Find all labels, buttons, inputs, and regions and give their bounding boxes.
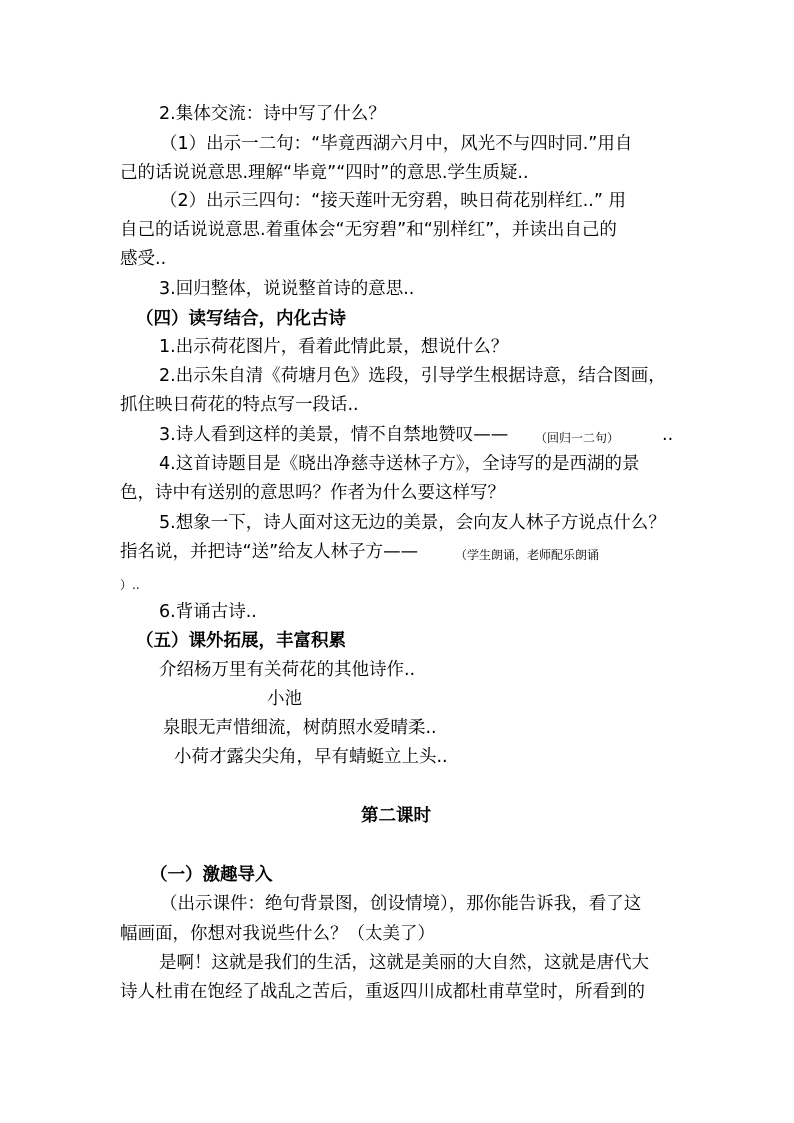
poem-line: 泉眼无声惜细流，树荫照水爱晴柔.. — [163, 718, 437, 738]
text-line: （2）出示三四句：“接天莲叶无穷碧，映日荷花别样红..” 用 — [160, 191, 626, 211]
text-line: 6.背诵古诗.. — [159, 602, 257, 622]
text-line: 1.出示荷花图片，看着此情此景，想说什么？ — [159, 337, 509, 357]
poem-title: 小池 — [267, 689, 302, 709]
text-line: （出示课件：绝句背景图，创设情境），那你能告诉我，看了这 — [160, 894, 642, 914]
text-line: 2.集体交流：诗中写了什么？ — [159, 104, 386, 124]
text-note: （学生朗诵，老师配乐朗诵 — [455, 548, 600, 562]
text-note: （回归一二句） — [535, 431, 620, 445]
text-line: 诗人杜甫在饱经了战乱之苦后，重返四川成都杜甫草堂时，所看到的 — [120, 982, 645, 1002]
text-line: 是啊！这就是我们的生活，这就是美丽的大自然，这就是唐代大 — [159, 953, 649, 973]
text-line: .. — [662, 425, 674, 445]
text-line: 色，诗中有送别的意思吗？作者为什么要这样写？ — [120, 483, 505, 503]
section-heading: （四）读写结合，内化古诗 — [136, 309, 346, 329]
section-heading: （五）课外拓展，丰富积累 — [136, 631, 346, 651]
text-line: 幅画面，你想对我说些什么？（太美了） — [120, 924, 435, 944]
text-line: 5.想象一下，诗人面对这无边的美景，会向友人林子方说点什么？ — [159, 513, 666, 533]
text-line: 指名说，并把诗“送”给友人林子方—— — [120, 542, 419, 562]
lesson-heading: 第二课时 — [361, 806, 431, 826]
text-line: 抓住映日荷花的特点写一段话.. — [120, 395, 359, 415]
text-line: 3.回归整体，说说整首诗的意思.. — [159, 279, 415, 299]
section-heading: （一）激趣导入 — [150, 865, 273, 885]
text-note: ）.. — [120, 578, 140, 592]
text-line: 4.这首诗题目是《晓出净慈寺送林子方》，全诗写的是西湖的景 — [159, 454, 640, 474]
text-line: 2.出示朱自清《荷塘月色》选段，引导学生根据诗意，结合图画， — [159, 366, 666, 386]
text-line: 感受.. — [120, 249, 167, 269]
text-line: 3.诗人看到这样的美景，情不自禁地赞叹—— — [159, 425, 509, 445]
text-line: 己的话说说意思.理解“毕竟”“四时”的意思.学生质疑.. — [120, 163, 529, 183]
text-line: 自己的话说说意思.着重体会“无穷碧”和“别样红”，并读出自己的 — [120, 220, 617, 240]
text-line: （1）出示一二句：“毕竟西湖六月中，风光不与四时同.”用自 — [160, 134, 633, 154]
text-line: 介绍杨万里有关荷花的其他诗作.. — [159, 660, 416, 680]
poem-line: 小荷才露尖尖角，早有蜻蜓立上头.. — [174, 747, 448, 767]
